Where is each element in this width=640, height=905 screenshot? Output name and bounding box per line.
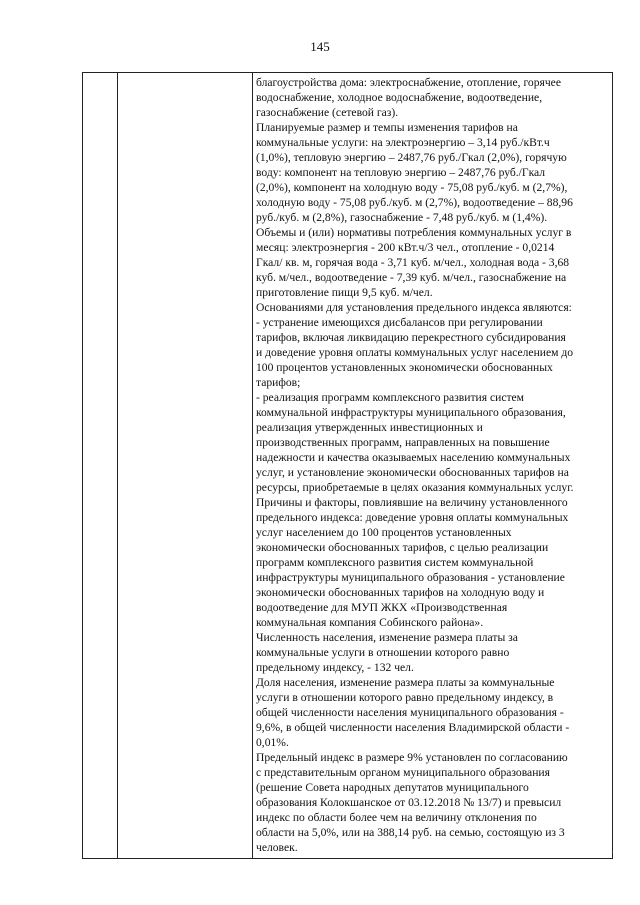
text-line: коммунальная компания Собинского района». bbox=[256, 616, 484, 629]
text-line: коммунальной инфраструктуры муниципального образования, bbox=[256, 406, 566, 419]
table-cell-content bbox=[256, 75, 610, 855]
text-line: надежности и качества оказываемых населению коммунальных bbox=[256, 451, 571, 464]
text-line: Доля населения, изменение размера платы за коммунальные bbox=[256, 676, 555, 689]
text-line: Численность населения, изменение размера платы за bbox=[256, 631, 518, 644]
text-line: месяц: электроэнергия - 200 кВт.ч/3 чел., отопление - 0,0214 bbox=[256, 241, 555, 254]
text-line: Гкал/ кв. м, горячая вода - 3,71 куб. м/чел., холодная вода - 3,68 bbox=[256, 256, 570, 269]
text-line: индекс по области более чем на величину отклонения по bbox=[256, 811, 537, 824]
text-line: Основаниями для установления предельного индекса являются: bbox=[256, 301, 572, 314]
text-line: экономически обоснованных тарифов на холодную воду и bbox=[256, 586, 545, 599]
text-line: водоотведение для МУП ЖКХ «Производственная bbox=[256, 601, 508, 614]
text-line: приготовление пищи 9,5 куб. м/чел. bbox=[256, 286, 433, 299]
text-line: услуг населением до 100 процентов установленных bbox=[256, 526, 512, 539]
text-line: человек. bbox=[256, 841, 298, 854]
text-line: Планируемые размер и темпы изменения тарифов на bbox=[256, 121, 518, 134]
text-line: области на 5,0%, или на 388,14 руб. на семью, состоящую из 3 bbox=[256, 826, 565, 839]
text-line: и доведение уровня оплаты коммунальных услуг населением до bbox=[256, 346, 574, 359]
text-line: воду: компонент на тепловую энергию – 2487,76 руб./Гкал bbox=[256, 166, 546, 179]
text-line: Причины и факторы, повлиявшие на величину установленного bbox=[256, 496, 568, 509]
text-line: услуг, и установление экономически обоснованных тарифов на bbox=[256, 466, 569, 479]
text-line: благоустройства дома: электроснабжение, отопление, горячее bbox=[256, 76, 561, 89]
table-column-divider-2 bbox=[252, 73, 253, 858]
text-line: производственных программ, направленных на повышение bbox=[256, 436, 550, 449]
text-line: руб./куб. м (2,8%), газоснабжение - 7,48 руб./куб. м (1,4%). bbox=[256, 211, 548, 224]
text-line: 100 процентов установленных экономически обоснованных bbox=[256, 361, 553, 374]
text-line: предельному индексу, - 132 чел. bbox=[256, 661, 414, 674]
text-line: коммунальные услуги: на электроэнергию – 3,14 руб./кВт.ч bbox=[256, 136, 550, 149]
text-line: образования Колокшанское от 03.12.2018 № 13/7) и превысил bbox=[256, 796, 562, 809]
text-line: 0,01%. bbox=[256, 736, 289, 749]
text-line: (1,0%), тепловую энергию – 2487,76 руб./Гкал (2,0%), горячую bbox=[256, 151, 567, 164]
text-line: тарифов, включая ликвидацию перекрестного субсидирования bbox=[256, 331, 566, 344]
text-line: общей численности населения муниципального образования - bbox=[256, 706, 564, 719]
page-number: 145 bbox=[310, 39, 330, 54]
text-line: (решение Совета народных депутатов муниципального bbox=[256, 781, 529, 794]
text-line: Объемы и (или) нормативы потребления коммунальных услуг в bbox=[256, 226, 572, 239]
text-line: услуги в отношении которого равно предельному индексу, в bbox=[256, 691, 554, 704]
text-line: - устранение имеющихся дисбалансов при регулировании bbox=[256, 316, 543, 329]
table-border-left bbox=[82, 73, 83, 858]
text-line: предельного индекса: доведение уровня оплаты коммунальных bbox=[256, 511, 569, 524]
text-line: газоснабжение (сетевой газ). bbox=[256, 106, 399, 119]
text-line: программ комплексного развития систем коммунальной bbox=[256, 556, 534, 569]
text-line: реализация утвержденных инвестиционных и bbox=[256, 421, 483, 434]
text-line: ресурсы, приобретаемые в целях оказания коммунальных услуг. bbox=[256, 481, 574, 494]
scan-mark: · bbox=[611, 848, 614, 857]
text-line: Предельный индекс в размере 9% установлен по согласованию bbox=[256, 751, 568, 764]
text-line: (2,0%), компонент на холодную воду - 75,08 руб./куб. м (2,7%), bbox=[256, 181, 568, 194]
text-line: тарифов; bbox=[256, 376, 301, 389]
document-table bbox=[82, 72, 613, 859]
text-line: водоснабжение, холодное водоснабжение, водоотведение, bbox=[256, 91, 543, 104]
text-line: - реализация программ комплексного развития систем bbox=[256, 391, 525, 404]
text-line: куб. м/чел., водоотведение - 7,39 куб. м/чел., газоснабжение на bbox=[256, 271, 567, 284]
text-line: холодную воду - 75,08 руб./куб. м (2,7%), водоотведение – 88,96 bbox=[256, 196, 573, 209]
text-line: с представительным органом муниципального образования bbox=[256, 766, 550, 779]
table-border-right bbox=[612, 73, 613, 858]
text-line: 9,6%, в общей численности населения Владимирской области - bbox=[256, 721, 570, 734]
table-column-divider-1 bbox=[117, 73, 118, 858]
text-line: коммунальные услуги в отношении которого равно bbox=[256, 646, 510, 659]
text-line: инфраструктуры муниципального образования - установление bbox=[256, 571, 565, 584]
text-line: экономически обоснованных тарифов, с целью реализации bbox=[256, 541, 549, 554]
